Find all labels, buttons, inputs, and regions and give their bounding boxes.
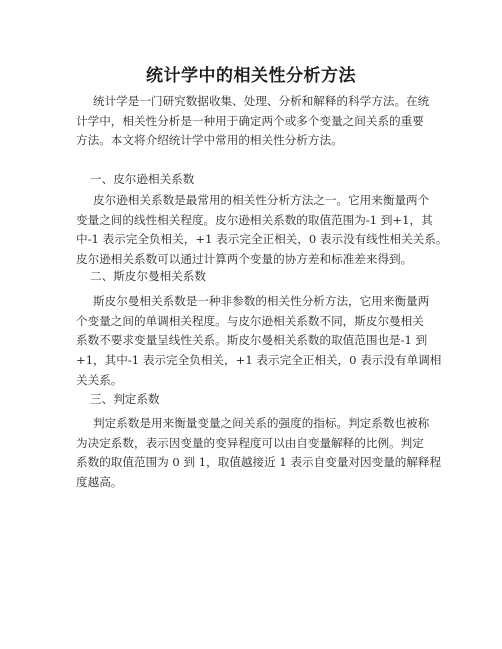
paragraph-line: 判定系数是用来衡量变量之间关系的强度的指标。判定系数也被称 <box>93 416 430 430</box>
section-heading-pearson: 一、皮尔逊相关系数 <box>90 172 195 186</box>
paragraph-line: 皮尔逊相关系数是最常用的相关性分析方法之一。它用来衡量两个 <box>93 193 430 207</box>
paragraph-line: +1，其中-1 表示完全负相关，+1 表示完全正相关，0 表示没有单调相 <box>76 353 442 368</box>
paragraph-line: 方法。本文将介绍统计学中常用的相关性分析方法。 <box>76 133 343 148</box>
paragraph-line: 中-1 表示完全负相关，+1 表示完全正相关，0 表示没有线性相关关系。 <box>76 232 448 247</box>
intro-paragraph <box>76 92 436 151</box>
section-paragraph-determination <box>76 414 442 493</box>
paragraph-line: 变量之间的线性相关程度。皮尔逊相关系数的取值范围为-1 到+1，其 <box>76 212 433 227</box>
paragraph-line: 计学中，相关性分析是一种用于确定两个或多个变量之间关系的重要 <box>76 113 424 128</box>
paragraph-line: 关关系。 <box>76 372 123 387</box>
section-heading-spearman: 二、斯皮尔曼相关系数 <box>90 269 206 283</box>
paragraph-line: 统计学是一门研究数据收集、处理、分析和解释的科学方法。在统 <box>93 94 430 108</box>
paragraph-line: 为决定系数，表示因变量的变异程度可以由自变量解释的比例。判定 <box>76 435 424 450</box>
section-heading-determination: 三、判定系数 <box>90 392 160 406</box>
section-paragraph-spearman <box>76 292 442 391</box>
paragraph-line: 系数的取值范围为 0 到 1，取值越接近 1 表示自变量对因变量的解释程 <box>76 455 442 470</box>
section-paragraph-pearson <box>76 191 448 270</box>
document-title: 统计学中的相关性分析方法 <box>146 66 356 86</box>
paragraph-line: 度越高。 <box>76 475 123 490</box>
paragraph-line: 斯皮尔曼相关系数是一种非参数的相关性分析方法，它用来衡量两 <box>93 294 430 308</box>
paragraph-line: 个变量之间的单调相关程度。与皮尔逊相关系数不同，斯皮尔曼相关 <box>76 313 424 328</box>
paragraph-line: 系数不要求变量呈线性关系。斯皮尔曼相关系数的取值范围也是-1 到 <box>76 333 428 348</box>
paragraph-line: 皮尔逊相关系数可以通过计算两个变量的协方差和标准差来得到。 <box>76 252 413 267</box>
